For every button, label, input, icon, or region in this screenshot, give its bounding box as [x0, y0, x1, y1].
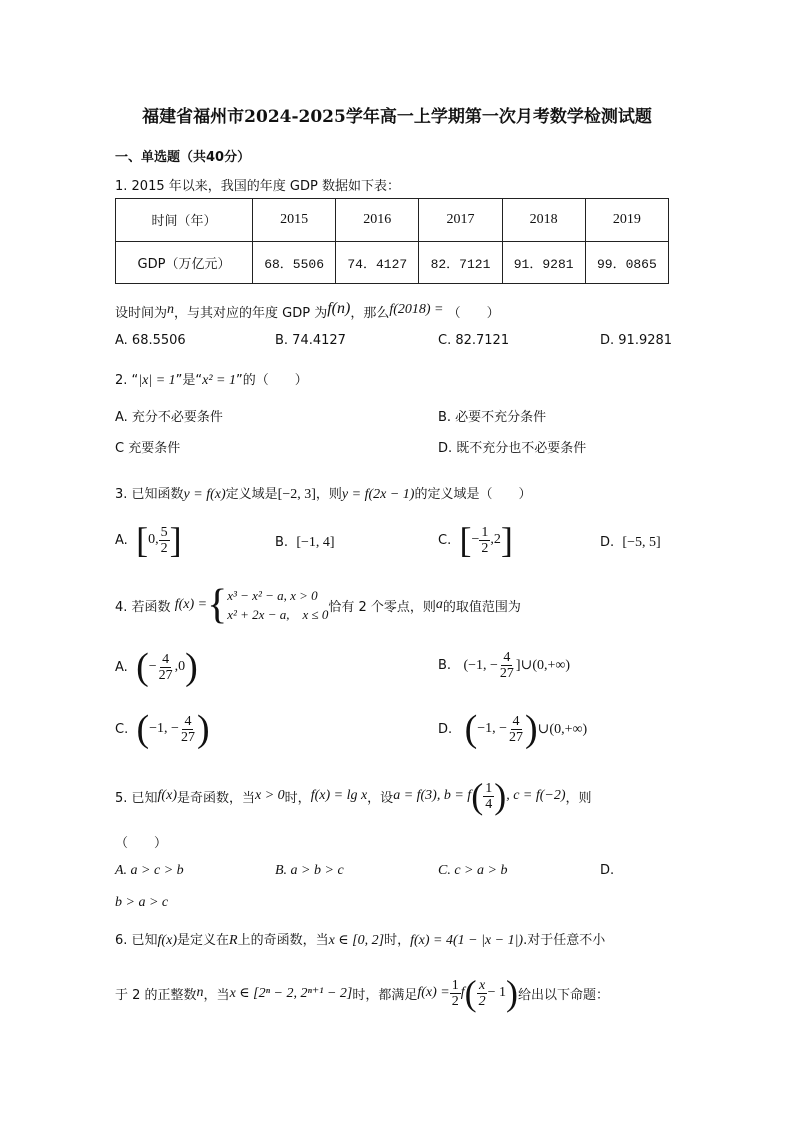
text: 给出以下命题： — [518, 987, 610, 1003]
math-expr: y = f(2x − 1) — [341, 487, 415, 502]
option-b[interactable]: B. 必要不充分条件 — [438, 410, 547, 425]
fraction-denominator: 27 — [180, 729, 195, 745]
math-expr: −1, − — [477, 721, 508, 736]
math-expr: ∪(0,+∞) — [537, 721, 588, 737]
option-a[interactable]: A. [ 0, $\frac{5}{2}$ ] — [115, 520, 182, 560]
text: ，则 — [565, 790, 592, 806]
math-expr: f(x) — [157, 788, 177, 803]
fraction-numerator: x — [479, 977, 486, 993]
table-header-cell: 2016 — [336, 199, 419, 242]
text: ，那么 — [350, 306, 390, 321]
math-expr: ,2 — [490, 532, 501, 547]
fraction-numerator: 4 — [162, 651, 170, 667]
fraction-denominator: 4 — [485, 796, 493, 812]
text: ”的（ ） — [235, 373, 308, 388]
question-3-stem — [115, 483, 531, 503]
fraction-numerator: 4 — [503, 650, 511, 665]
table-header-cell: 2015 — [253, 199, 336, 242]
fraction-denominator: 2 — [451, 993, 459, 1009]
text: 的取值范围为 — [442, 599, 521, 615]
case-1: x³ − x² − a, x > 0 — [227, 588, 318, 603]
option-a[interactable]: A. ( − $\frac{4}{27}$ ,0 ) — [115, 646, 198, 688]
option-b[interactable] — [275, 535, 335, 551]
math-expr: x > 0 — [255, 788, 285, 803]
option-b[interactable]: B. a > b > c — [275, 863, 344, 878]
math-expr: [−1, 4] — [296, 535, 335, 550]
math-expr: f(n) — [327, 300, 351, 317]
text: 2. “ — [115, 373, 139, 388]
fraction-numerator: 5 — [160, 524, 168, 540]
math-var: R — [229, 933, 238, 948]
fraction-denominator: 27 — [499, 666, 514, 681]
math-expr: y = f(x) — [183, 487, 226, 502]
math-expr: ]∪(0,+∞) — [515, 658, 571, 673]
math-var: a — [435, 597, 443, 612]
table-cell: 82．7121 — [419, 241, 502, 284]
math-expr: 0, — [148, 532, 159, 547]
table-header-cell: 时间（年） — [116, 199, 253, 242]
option-label: B. — [438, 658, 452, 673]
math-expr: , c = f(−2) — [506, 788, 566, 803]
text: 设时间为 — [115, 306, 168, 321]
fraction-denominator: 27 — [158, 667, 173, 683]
math-expr: f(x) = lg x — [310, 788, 368, 803]
text: ，当 — [203, 987, 230, 1003]
option-label: D. — [438, 721, 453, 737]
text: 的定义域是（ ） — [414, 487, 532, 502]
table-header-cell: 2018 — [502, 199, 585, 242]
math-expr: a = f(3), b = f — [393, 788, 472, 803]
option-label: C. — [115, 721, 129, 737]
table-cell: 74．4127 — [336, 241, 419, 284]
math-expr: [−2, 3] — [277, 487, 316, 502]
option-a[interactable]: A. 68.5506 — [115, 333, 186, 348]
math-expr: |x| = 1 — [138, 373, 176, 388]
option-label: B. — [275, 535, 289, 550]
math-expr: x ∈ [0, 2] — [328, 933, 385, 948]
math-sign: − — [148, 659, 157, 674]
section-heading: 一、单选题（共40分） — [115, 150, 251, 165]
option-b[interactable] — [438, 650, 570, 681]
option-c[interactable]: C. 82.7121 — [438, 333, 510, 348]
math-expr: − 1 — [487, 985, 507, 1000]
math-expr: x ∈ [2ⁿ − 2, 2ⁿ⁺¹ − 2] — [229, 985, 353, 1001]
option-d[interactable]: D. 91.9281 — [600, 333, 673, 348]
option-a[interactable]: A. 充分不必要条件 — [115, 410, 223, 425]
fraction-numerator: 1 — [485, 780, 493, 796]
option-b[interactable]: B. 74.4127 — [275, 333, 346, 348]
text: ，则 — [315, 487, 342, 502]
math-sign: − — [471, 532, 480, 547]
math-var: n — [196, 985, 204, 1000]
question-6-stem-line1 — [115, 929, 605, 949]
question-1-prompt — [115, 300, 500, 321]
table-row-label: GDP（万亿元） — [116, 241, 253, 284]
text: ”是“ — [175, 373, 203, 388]
option-label: C. — [438, 532, 452, 548]
table-row — [116, 199, 669, 242]
text: 上的奇函数，当 — [237, 933, 329, 948]
option-c[interactable]: C 充要条件 — [115, 441, 181, 456]
math-expr: −1, − — [149, 721, 179, 736]
math-expr: f(x) = 4(1 − |x − 1|) — [410, 933, 524, 948]
text: 4. 若函数 — [115, 599, 171, 615]
option-c[interactable]: C. ( −1, − $\frac{4}{27}$ ) — [115, 708, 210, 750]
option-c[interactable]: C. c > a > b — [438, 863, 508, 878]
fraction-numerator: 1 — [451, 977, 459, 993]
text: 恰有 2 个零点，则 — [328, 599, 436, 615]
table-row — [116, 241, 669, 284]
case-2: x² + 2x − a, x ≤ 0 — [227, 607, 329, 622]
text: 时，都满足 — [352, 987, 418, 1003]
option-label: D. — [600, 535, 615, 550]
question-4-stem: 4. 若函数 f(x) = { x³ − x² − a, x > 0 x² + 2x − a, x ≤ 0 恰有 2 个零点，则 a 的取值范围为 — [115, 582, 521, 628]
page-title: 福建省福州市2024-2025学年高一上学期第一次月考数学检测试题 — [142, 107, 652, 127]
text: 定义域是 — [225, 487, 278, 502]
text: 5. 已知 — [115, 790, 158, 806]
question-6-stem-line2: 于 2 的正整数 n ，当 x ∈ [2ⁿ − 2, 2ⁿ⁺¹ − 2] 时，都满足 f(x) = $\frac{1}{2}$ f ( $\frac{x}{2}$ − 1 ) 给出以下命题： — [115, 973, 610, 1013]
question-1-stem: 1. 2015 年以来，我国的年度 GDP 数据如下表： — [115, 179, 400, 194]
text: 时， — [284, 790, 311, 806]
text: .对于任意不小 — [523, 933, 606, 948]
gdp-table — [115, 198, 669, 284]
fraction-denominator: 2 — [160, 540, 168, 556]
text: 于 2 的正整数 — [115, 987, 197, 1003]
option-d[interactable] — [600, 535, 661, 551]
text: ，与其对应的年度 GDP 为 — [174, 306, 328, 321]
fraction-denominator: 2 — [481, 540, 489, 556]
math-expr: f(2018) = — [389, 302, 444, 317]
fraction-numerator: 1 — [481, 524, 489, 540]
text: 6. 已知 — [115, 933, 158, 948]
table-cell: 68．5506 — [253, 241, 336, 284]
fraction-denominator: 27 — [509, 729, 524, 745]
answer-paren: （ ） — [447, 306, 500, 321]
text: 3. 已知函数 — [115, 487, 184, 502]
option-d-wrapped[interactable]: b > a > c — [115, 895, 169, 910]
table-header-cell: 2019 — [585, 199, 668, 242]
math-expr: f — [460, 985, 465, 1000]
fraction-numerator: 4 — [512, 713, 520, 729]
option-d[interactable]: D. 既不充分也不必要条件 — [438, 441, 587, 456]
question-5-stem: 5. 已知 f(x) 是奇函数，当 x > 0 时， f(x) = lg x ，设 a = f(3), b = f ( $\frac{1}{4}$ ) , c = f(−2) ，则 — [115, 776, 592, 816]
math-expr: (−1, − — [463, 657, 498, 673]
text: ，设 — [367, 790, 394, 806]
question-2-stem — [115, 369, 308, 389]
option-label: A. — [115, 659, 128, 675]
option-c[interactable]: C. [ − $\frac{1}{2}$ ,2 ] — [438, 520, 513, 560]
text: 是奇函数，当 — [176, 790, 255, 806]
math-expr: f(x) — [157, 933, 177, 948]
answer-paren: （ ） — [115, 836, 168, 851]
math-expr: ,0 — [174, 659, 186, 674]
fraction-denominator: 2 — [478, 993, 486, 1009]
option-d[interactable]: D. ( −1, − $\frac{4}{27}$ ) ∪(0,+∞) — [438, 708, 588, 750]
fraction-numerator: 4 — [184, 713, 192, 729]
math-expr: x² = 1 — [202, 373, 236, 388]
table-header-cell: 2017 — [419, 199, 502, 242]
table-cell: 91．9281 — [502, 241, 585, 284]
option-d[interactable]: D. — [600, 863, 615, 878]
math-expr: f(x) = — [417, 985, 450, 1000]
option-a[interactable]: A. a > c > b — [115, 863, 184, 878]
piecewise-cases — [227, 586, 328, 624]
math-var: n — [167, 302, 175, 317]
math-expr: [−5, 5] — [622, 535, 661, 550]
math-expr: f(x) = — [174, 597, 208, 612]
text: 时， — [384, 933, 411, 948]
table-cell: 99．0865 — [585, 241, 668, 284]
option-label: A. — [115, 532, 128, 548]
text: 是定义在 — [176, 933, 229, 948]
